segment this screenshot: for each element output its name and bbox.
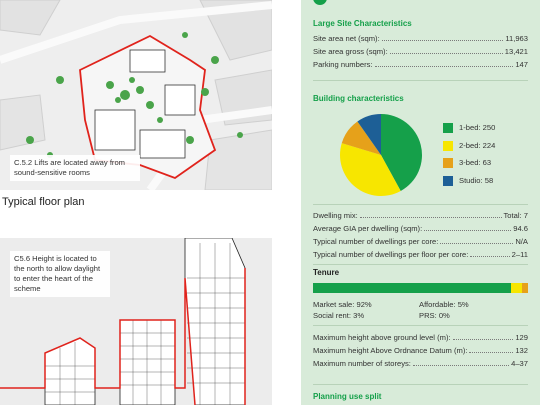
row-value: 2–11 (511, 250, 528, 259)
row-label: Dwelling mix: (313, 211, 358, 220)
floor-plan-caption: Typical floor plan (2, 196, 85, 208)
site-area-net-row (313, 32, 528, 43)
legend-item-3-bed (443, 157, 491, 168)
divider (313, 204, 528, 205)
legend-label: 3-bed: 63 (459, 158, 492, 167)
panel-marker-icon (313, 0, 327, 5)
planning-title: Planning use split (313, 392, 382, 401)
row-label: Site area net (sqm): (313, 34, 380, 43)
row-value: 132 (515, 346, 528, 355)
row-value: N/A (515, 237, 528, 246)
dwelling-mix-pie-chart (339, 113, 423, 197)
legend-swatch (443, 141, 453, 151)
row-value: 13,421 (504, 47, 528, 56)
height-note: C5.6 Height is located to the north to allow daylight to enter the heart of the scheme (10, 251, 110, 297)
legend-swatch (443, 158, 453, 168)
tenure-bar-segment-0 (313, 283, 511, 293)
leader-dots (413, 365, 509, 366)
leader-dots (424, 230, 511, 231)
row-label: Site area gross (sqm): (313, 47, 388, 56)
row-label: Typical number of dwellings per floor per core: (313, 250, 469, 259)
legend-swatch (443, 123, 453, 133)
row-label: Maximum number of storeys: (313, 359, 411, 368)
divider (313, 384, 528, 385)
row-label: Parking numbers: (313, 60, 373, 69)
site-info-panel (301, 0, 540, 405)
legend-swatch (443, 176, 453, 186)
row-value: 147 (515, 60, 528, 69)
parking-row (313, 58, 528, 69)
row-value: 4–37 (511, 359, 528, 368)
legend-label: 1-bed: 250 (459, 123, 496, 132)
average-gia-row (313, 222, 528, 233)
legend-label: Studio: 58 (459, 176, 494, 185)
legend-item-studio (443, 175, 493, 186)
row-label: Typical number of dwellings per core: (313, 237, 439, 246)
row-label: Maximum height Above Ordnance Datum (m): (313, 346, 468, 355)
large-site-title: Large Site Characteristics (313, 19, 412, 28)
tenure-bar-segment-2 (522, 283, 528, 293)
leader-dots (440, 243, 513, 244)
building-title: Building characteristics (313, 94, 404, 103)
max-height-aod-row (313, 344, 528, 355)
max-height-ground-row (313, 331, 528, 342)
legend-item-1-bed (443, 122, 495, 133)
divider (313, 80, 528, 81)
tenure-social-rent: Social rent: 3% (313, 311, 365, 320)
dwellings-per-core-row (313, 235, 528, 246)
leader-dots (470, 256, 509, 257)
tenure-prs: PRS: 0% (419, 311, 450, 320)
leader-dots (453, 339, 514, 340)
tenure-market-sale: Market sale: 92% (313, 300, 372, 309)
tenure-bar (313, 283, 528, 293)
leader-dots (360, 217, 502, 218)
row-value: 11,963 (505, 34, 528, 43)
leader-dots (382, 40, 504, 41)
site-area-gross-row (313, 45, 528, 56)
row-value: Total: 7 (503, 211, 528, 220)
legend-label: 2-bed: 224 (459, 141, 496, 150)
tenure-affordable: Affordable: 5% (419, 300, 469, 309)
tenure-title: Tenure (313, 268, 340, 277)
row-label: Maximum height above ground level (m): (313, 333, 451, 342)
row-value: 129 (515, 333, 528, 342)
leader-dots (390, 53, 503, 54)
leader-dots (375, 66, 514, 67)
lifts-note: C.5.2 Lifts are located away from sound-sensitive rooms (10, 155, 140, 181)
max-storeys-row (313, 357, 528, 368)
leader-dots (469, 352, 513, 353)
row-value: 94.6 (513, 224, 528, 233)
divider (313, 264, 528, 265)
tenure-bar-segment-1 (511, 283, 522, 293)
dwelling-mix-row (313, 209, 528, 220)
divider (313, 325, 528, 326)
dwellings-per-floor-row (313, 248, 528, 259)
legend-item-2-bed (443, 140, 495, 151)
row-label: Average GIA per dwelling (sqm): (313, 224, 423, 233)
